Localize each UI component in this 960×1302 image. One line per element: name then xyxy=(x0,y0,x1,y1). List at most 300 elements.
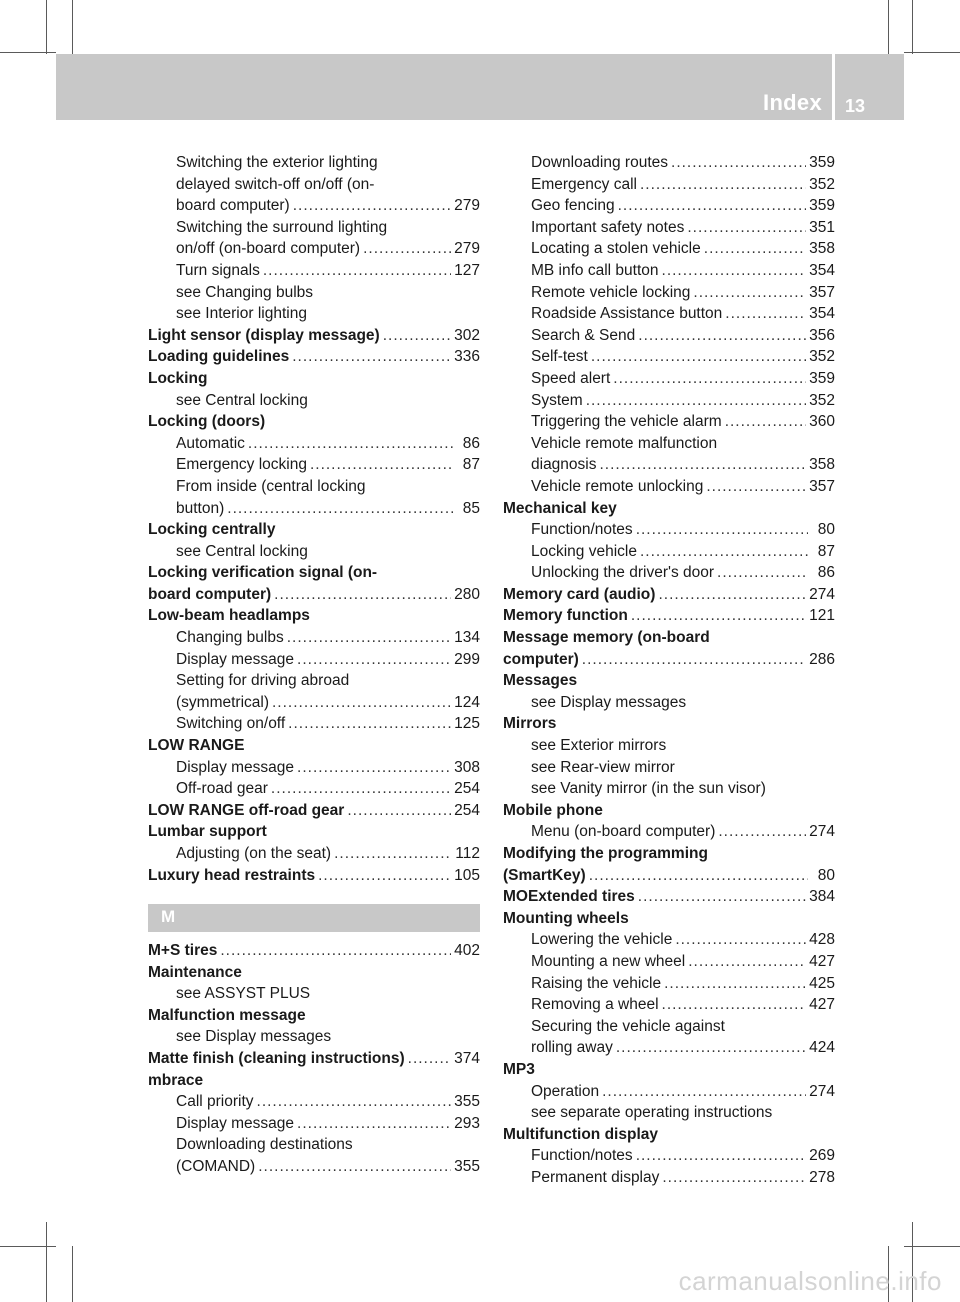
page-reference: 355 xyxy=(454,1157,480,1175)
index-entry xyxy=(503,908,835,930)
page-reference: 293 xyxy=(454,1114,480,1132)
dot-leader xyxy=(334,843,452,865)
entry-text: see Central locking xyxy=(176,391,308,409)
entry-text: Mobile phone xyxy=(503,801,603,819)
page-reference: 352 xyxy=(809,391,835,409)
page-reference: 254 xyxy=(454,780,480,798)
entry-text: Message memory (on-board xyxy=(503,629,710,647)
dot-leader xyxy=(704,238,806,260)
entry-text: diagnosis xyxy=(531,456,597,474)
dot-leader xyxy=(347,800,451,822)
entry-text: Memory function xyxy=(503,607,628,625)
dot-leader xyxy=(638,325,806,347)
dot-leader xyxy=(640,541,808,563)
page-reference: 357 xyxy=(809,283,835,301)
index-entry xyxy=(148,1070,480,1092)
entry-text: Lowering the vehicle xyxy=(531,931,673,949)
entry-text: rolling away xyxy=(531,1039,613,1057)
entry-text: From inside (central locking xyxy=(176,477,366,495)
dot-leader xyxy=(383,325,451,347)
index-subentry xyxy=(503,1102,835,1124)
page-reference: 274 xyxy=(809,823,835,841)
index-subentry xyxy=(503,260,835,282)
entry-text: Securing the vehicle against xyxy=(531,1017,725,1035)
index-entry xyxy=(503,605,835,627)
index-subentry xyxy=(148,476,480,498)
index-subentry xyxy=(148,757,480,779)
page-reference: 352 xyxy=(809,175,835,193)
dot-leader xyxy=(725,303,806,325)
index-entry xyxy=(148,962,480,984)
index-subentry xyxy=(503,1081,835,1103)
entry-text: (SmartKey) xyxy=(503,866,586,884)
entry-text: M+S tires xyxy=(148,942,218,959)
dot-leader xyxy=(725,411,806,433)
crop-mark xyxy=(46,1222,47,1302)
index-subentry xyxy=(148,152,480,174)
dot-leader xyxy=(271,778,451,800)
index-subentry xyxy=(148,983,480,1005)
index-entry xyxy=(148,735,480,757)
index-subentry xyxy=(503,411,835,433)
entry-text: Operation xyxy=(531,1082,600,1100)
dot-leader xyxy=(693,282,806,304)
index-entry xyxy=(148,346,480,368)
entry-text: Speed alert xyxy=(531,369,611,387)
page-reference: 355 xyxy=(454,1093,480,1111)
page-reference: 374 xyxy=(454,1049,480,1067)
index-subentry xyxy=(148,282,480,304)
entry-text: Matte finish (cleaning instructions) xyxy=(148,1049,405,1067)
entry-text: computer) xyxy=(503,650,579,668)
entry-text: Switching the exterior lighting xyxy=(176,154,378,171)
index-subentry xyxy=(148,303,480,325)
section-heading xyxy=(148,904,480,932)
entry-text: Display message xyxy=(176,1114,295,1132)
entry-text: Permanent display xyxy=(531,1168,660,1186)
index-column-left-m xyxy=(148,940,480,1178)
index-subentry xyxy=(503,282,835,304)
crop-mark xyxy=(46,0,47,54)
entry-text: Emergency locking xyxy=(176,456,307,474)
entry-text: Remote vehicle locking xyxy=(531,283,691,301)
index-entry xyxy=(503,649,835,671)
index-subentry xyxy=(148,1091,480,1113)
entry-text: Turn signals xyxy=(176,261,260,279)
index-entry xyxy=(503,800,835,822)
dot-leader xyxy=(318,865,451,887)
crop-mark xyxy=(888,0,889,54)
dot-leader xyxy=(636,519,808,541)
dot-leader xyxy=(706,476,806,498)
page-reference: 278 xyxy=(809,1168,835,1186)
entry-text: Automatic xyxy=(176,434,245,452)
entry-text: Menu (on-board computer) xyxy=(531,823,716,841)
entry-text: (COMAND) xyxy=(176,1157,256,1175)
entry-text: Geo fencing xyxy=(531,197,615,215)
index-subentry xyxy=(503,217,835,239)
index-list xyxy=(503,152,835,1189)
index-subentry xyxy=(503,541,835,563)
dot-leader xyxy=(248,433,453,455)
index-subentry xyxy=(503,476,835,498)
index-subentry xyxy=(148,217,480,239)
index-subentry xyxy=(503,1016,835,1038)
index-entry xyxy=(503,498,835,520)
header-divider xyxy=(832,54,835,120)
entry-text: Locking xyxy=(148,369,208,387)
index-subentry xyxy=(503,238,835,260)
dot-leader xyxy=(662,260,807,282)
index-subentry xyxy=(503,346,835,368)
entry-text: Downloading destinations xyxy=(176,1136,353,1154)
index-column-right xyxy=(503,152,835,1189)
index-subentry xyxy=(503,973,835,995)
entry-text: board computer) xyxy=(148,585,272,603)
entry-text: Locking centrally xyxy=(148,521,276,539)
dot-leader xyxy=(287,627,451,649)
dot-leader xyxy=(589,865,808,887)
index-subentry xyxy=(503,390,835,412)
index-entry xyxy=(148,865,480,887)
index-entry xyxy=(148,1048,480,1070)
page-reference: 80 xyxy=(817,866,835,884)
entry-text: Emergency call xyxy=(531,175,637,193)
index-subentry xyxy=(503,1167,835,1189)
dot-leader xyxy=(658,584,806,606)
index-subentry xyxy=(503,757,835,779)
page-reference: 127 xyxy=(454,261,480,279)
entry-text: Self-test xyxy=(531,348,588,366)
page-reference: 269 xyxy=(809,1147,835,1165)
dot-leader xyxy=(582,649,806,671)
index-subentry xyxy=(148,260,480,282)
index-subentry xyxy=(503,519,835,541)
entry-text: Changing bulbs xyxy=(176,629,284,647)
index-subentry xyxy=(503,303,835,325)
entry-text: see ASSYST PLUS xyxy=(176,985,311,1003)
entry-text: (symmetrical) xyxy=(176,693,269,711)
dot-leader xyxy=(718,821,806,843)
dot-leader xyxy=(220,940,451,962)
page-reference: 286 xyxy=(809,650,835,668)
entry-text: Mounting wheels xyxy=(503,909,629,927)
entry-text: see Exterior mirrors xyxy=(531,737,667,755)
index-entry xyxy=(503,584,835,606)
index-entry xyxy=(148,411,480,433)
index-entry xyxy=(148,519,480,541)
dot-leader xyxy=(638,886,806,908)
page-reference: 124 xyxy=(454,693,480,711)
index-column-left xyxy=(148,152,480,886)
entry-text: Switching the surround lighting xyxy=(176,218,388,236)
page-reference: 357 xyxy=(809,477,835,495)
index-subentry xyxy=(148,692,480,714)
dot-leader xyxy=(586,390,806,412)
entry-text: see Central locking xyxy=(176,542,308,560)
index-entry xyxy=(148,325,480,347)
index-subentry xyxy=(148,238,480,260)
dot-leader xyxy=(602,1081,806,1103)
dot-leader xyxy=(591,346,806,368)
dot-leader xyxy=(662,994,807,1016)
entry-text: Unlocking the driver's door xyxy=(531,564,715,582)
entry-text: see Rear-view mirror xyxy=(531,758,675,776)
entry-text: Display message xyxy=(176,650,295,668)
index-subentry xyxy=(503,994,835,1016)
index-subentry xyxy=(503,1037,835,1059)
index-subentry xyxy=(503,951,835,973)
page-reference: 86 xyxy=(817,564,835,582)
entry-text: Call priority xyxy=(176,1093,254,1111)
entry-text: Function/notes xyxy=(531,521,633,539)
page-reference: 336 xyxy=(454,348,480,366)
dot-leader xyxy=(600,454,807,476)
index-subentry xyxy=(503,454,835,476)
index-subentry xyxy=(148,1113,480,1135)
entry-text: mbrace xyxy=(148,1071,204,1089)
page-reference: 424 xyxy=(809,1039,835,1057)
dot-leader xyxy=(293,195,451,217)
entry-text: Luxury head restraints xyxy=(148,866,316,884)
dot-leader xyxy=(688,951,806,973)
entry-text: Memory card (audio) xyxy=(503,585,656,603)
page-reference: 80 xyxy=(817,521,835,539)
entry-text: Important safety notes xyxy=(531,218,685,236)
page-reference: 85 xyxy=(462,499,480,517)
entry-text: MB info call button xyxy=(531,261,659,279)
entry-text: Off-road gear xyxy=(176,780,268,798)
dot-leader xyxy=(263,260,451,282)
page-reference: 87 xyxy=(817,542,835,560)
index-subentry xyxy=(503,821,835,843)
index-entry xyxy=(503,843,835,865)
dot-leader xyxy=(363,238,451,260)
page-reference: 354 xyxy=(809,261,835,279)
entry-text: Multifunction display xyxy=(503,1125,658,1143)
entry-text: Downloading routes xyxy=(531,154,669,171)
index-subentry xyxy=(148,433,480,455)
entry-text: Locking vehicle xyxy=(531,542,637,560)
page-reference: 279 xyxy=(454,240,480,258)
entry-text: delayed switch-off on/off (on- xyxy=(176,175,375,193)
index-subentry xyxy=(148,174,480,196)
crop-mark xyxy=(0,1246,56,1247)
index-subentry xyxy=(148,454,480,476)
page-reference: 112 xyxy=(455,845,480,862)
dot-leader xyxy=(292,346,451,368)
page-reference: 254 xyxy=(454,801,480,819)
page-reference: 384 xyxy=(809,888,835,906)
index-entry xyxy=(503,713,835,735)
entry-text: Loading guidelines xyxy=(148,348,290,366)
index-entry xyxy=(503,627,835,649)
index-subentry xyxy=(148,649,480,671)
entry-text: see Display messages xyxy=(531,693,687,711)
entry-text: see Changing bulbs xyxy=(176,283,314,301)
index-subentry xyxy=(148,627,480,649)
dot-leader xyxy=(297,757,451,779)
index-subentry xyxy=(148,390,480,412)
index-subentry xyxy=(148,843,480,865)
dot-leader xyxy=(272,692,451,714)
index-subentry xyxy=(148,1026,480,1048)
entry-text: Setting for driving abroad xyxy=(176,672,350,690)
page-reference: 279 xyxy=(454,197,480,215)
entry-text: Function/notes xyxy=(531,1147,633,1165)
dot-leader xyxy=(227,498,453,520)
page-reference: 358 xyxy=(809,240,835,258)
entry-text: Mechanical key xyxy=(503,499,617,517)
page-reference: 280 xyxy=(454,585,480,603)
index-entry xyxy=(148,800,480,822)
index-entry xyxy=(148,605,480,627)
dot-leader xyxy=(671,152,806,174)
dot-leader xyxy=(631,605,806,627)
page-reference: 105 xyxy=(454,866,480,884)
page-reference: 134 xyxy=(454,629,480,647)
page-reference: 359 xyxy=(809,369,835,387)
entry-text: LOW RANGE xyxy=(148,737,245,755)
dot-leader xyxy=(640,174,806,196)
entry-text: Maintenance xyxy=(148,963,242,981)
watermark: carmanualsonline.info xyxy=(678,1266,942,1296)
page-reference: 274 xyxy=(809,1082,835,1100)
page-reference: 352 xyxy=(809,348,835,366)
page-reference: 125 xyxy=(454,715,480,733)
entry-text: Triggering the vehicle alarm xyxy=(531,413,722,431)
page-reference: 427 xyxy=(809,952,835,970)
page-reference: 121 xyxy=(809,607,835,625)
index-subentry xyxy=(148,670,480,692)
crop-mark xyxy=(912,0,913,54)
entry-text: Low-beam headlamps xyxy=(148,607,310,625)
index-entry xyxy=(148,368,480,390)
page-reference: 354 xyxy=(809,305,835,323)
entry-text: Search & Send xyxy=(531,326,636,344)
entry-text: Locating a stolen vehicle xyxy=(531,240,701,258)
page-reference: 308 xyxy=(454,758,480,776)
entry-text: see Vanity mirror (in the sun visor) xyxy=(531,780,766,798)
entry-text: Lumbar support xyxy=(148,823,267,841)
index-subentry xyxy=(503,929,835,951)
page-reference: 358 xyxy=(809,456,835,474)
entry-text: Modifying the programming xyxy=(503,845,708,862)
index-subentry xyxy=(148,713,480,735)
index-subentry xyxy=(148,541,480,563)
index-entry xyxy=(148,1005,480,1027)
entry-text: Vehicle remote unlocking xyxy=(531,477,704,495)
entry-text: Switching on/off xyxy=(176,715,286,733)
page-reference: 274 xyxy=(809,585,835,603)
index-list xyxy=(148,152,480,886)
entry-text: Display message xyxy=(176,758,295,776)
entry-text: Malfunction message xyxy=(148,1006,306,1024)
page-reference: 425 xyxy=(809,974,835,992)
entry-text: Adjusting (on the seat) xyxy=(176,845,332,862)
index-subentry xyxy=(503,1145,835,1167)
page-reference: 360 xyxy=(809,413,835,431)
index-entry xyxy=(503,670,835,692)
dot-leader xyxy=(675,929,806,951)
dot-leader xyxy=(257,1091,452,1113)
entry-text: Roadside Assistance button xyxy=(531,305,723,323)
entry-text: Mirrors xyxy=(503,715,557,733)
entry-text: System xyxy=(531,391,583,409)
entry-text: Messages xyxy=(503,672,578,690)
index-entry xyxy=(503,865,835,887)
index-subentry xyxy=(503,325,835,347)
index-list xyxy=(148,940,480,1178)
entry-text: board computer) xyxy=(176,197,290,215)
index-subentry xyxy=(148,1134,480,1156)
dot-leader xyxy=(408,1048,451,1070)
index-entry xyxy=(503,1059,835,1081)
index-entry xyxy=(148,584,480,606)
dot-leader xyxy=(297,1113,451,1135)
crop-mark xyxy=(72,0,73,54)
dot-leader xyxy=(618,195,807,217)
dot-leader xyxy=(662,1167,806,1189)
entry-text: Raising the vehicle xyxy=(531,974,662,992)
page-reference: 351 xyxy=(809,218,835,236)
dot-leader xyxy=(616,1037,806,1059)
index-subentry xyxy=(148,498,480,520)
page-number: 13 xyxy=(845,96,866,116)
entry-text: Vehicle remote malfunction xyxy=(531,434,718,452)
index-subentry xyxy=(148,1156,480,1178)
entry-text: MOExtended tires xyxy=(503,888,635,906)
entry-text: on/off (on-board computer) xyxy=(176,240,361,258)
entry-text: Locking (doors) xyxy=(148,413,266,431)
page-reference: 359 xyxy=(809,154,835,171)
index-subentry xyxy=(503,174,835,196)
index-entry xyxy=(503,1124,835,1146)
page-reference: 402 xyxy=(454,942,480,959)
entry-text: see separate operating instructions xyxy=(531,1104,773,1122)
entry-text: Mounting a new wheel xyxy=(531,952,686,970)
index-subentry xyxy=(503,368,835,390)
page-title: Index xyxy=(763,90,822,115)
index-subentry xyxy=(503,195,835,217)
entry-text: Locking verification signal (on- xyxy=(148,564,378,582)
page-reference: 299 xyxy=(454,650,480,668)
index-subentry xyxy=(148,778,480,800)
page-reference: 87 xyxy=(462,456,480,474)
dot-leader xyxy=(636,1145,806,1167)
index-subentry xyxy=(503,692,835,714)
page-reference: 86 xyxy=(462,434,480,452)
dot-leader xyxy=(288,713,451,735)
index-entry xyxy=(503,886,835,908)
dot-leader xyxy=(664,973,806,995)
page-reference: 356 xyxy=(809,326,835,344)
entry-text: Light sensor (display message) xyxy=(148,326,380,344)
index-subentry xyxy=(503,778,835,800)
dot-leader xyxy=(297,649,451,671)
index-entry xyxy=(148,940,480,962)
section-letter: M xyxy=(161,907,176,926)
dot-leader xyxy=(310,454,453,476)
page-reference: 302 xyxy=(454,326,480,344)
dot-leader xyxy=(613,368,806,390)
crop-mark xyxy=(0,52,56,53)
entry-text: Removing a wheel xyxy=(531,996,659,1014)
entry-text: button) xyxy=(176,499,225,517)
index-subentry xyxy=(503,735,835,757)
index-entry xyxy=(148,821,480,843)
entry-text: MP3 xyxy=(503,1060,535,1078)
